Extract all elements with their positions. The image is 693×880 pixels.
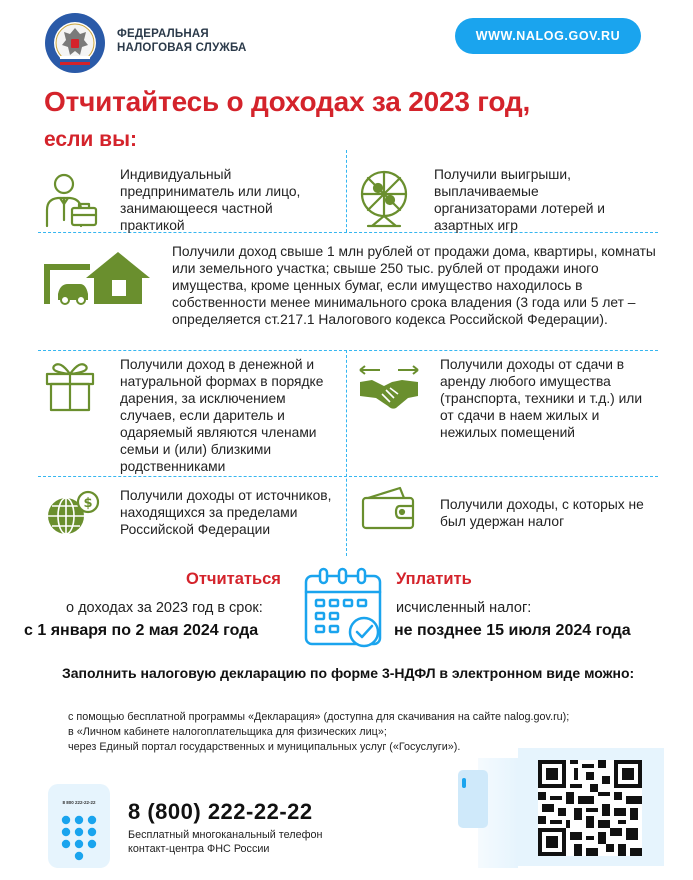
org-name — [117, 27, 257, 55]
case-untaxed-income-text: Получили доходы, с которых не был удержан налог — [440, 497, 644, 529]
divider-vertical-1 — [346, 150, 347, 232]
declaration-title: Заполнить налоговую декларацию по форме 3-НДФЛ в электронном виде можно: — [62, 665, 635, 681]
fns-emblem-icon — [44, 12, 106, 74]
case-self-employed-text: Индивидуальный предприниматель или лицо, занимающееся частной практикой — [120, 167, 301, 233]
hotline-description: Бесплатный многоканальный телефон контакт-центра ФНС России — [128, 829, 323, 855]
case-property-sale-text: Получили доход свыше 1 млн рублей от продажи дома, квартиры, комнаты или земельного участка; свыше 250 тыс. рублей от продажи иного имущества, кроме ценных бумаг, если имущество находилось в собственности менее минимального срока владения (3 года или 5 лет – определяется ст.217.1 Налогового кодекса Российской Федерации). — [172, 244, 656, 327]
handshake-icon — [358, 364, 420, 410]
wallet-icon — [360, 486, 416, 530]
case-lottery-text: Получили выигрыши, выплачиваемые организаторами лотерей и азартных игр — [434, 167, 605, 233]
divider-horizontal-3 — [38, 476, 658, 477]
org-name-line2: НАЛОГОВАЯ СЛУЖБА — [117, 42, 247, 54]
site-link-button[interactable] — [455, 18, 641, 54]
page-subtitle: если вы: — [44, 128, 138, 151]
divider-vertical-2 — [346, 350, 347, 556]
phone-screen-number: 8 800 222-22-22 — [62, 800, 96, 805]
globe-coin-icon — [44, 490, 100, 536]
org-name-line1: ФЕДЕРАЛЬНАЯ — [117, 28, 209, 40]
qr-code-icon[interactable] — [538, 760, 642, 856]
pay-date: не позднее 15 июля 2024 года — [394, 622, 631, 639]
report-heading: Отчитаться — [186, 570, 281, 588]
pay-heading: Уплатить — [396, 570, 472, 588]
hotline-phone[interactable]: 8 (800) 222-22-22 — [128, 799, 313, 824]
site-link-label: WWW.NALOG.GOV.RU — [475, 29, 621, 43]
svg-text:$: $ — [83, 496, 93, 511]
house-garage-icon — [40, 250, 150, 306]
page-title: Отчитайтесь о доходах за 2023 год, — [44, 86, 531, 117]
calendar-check-icon — [302, 566, 388, 652]
report-date: с 1 января по 2 мая 2024 года — [24, 622, 259, 639]
smartphone-icon — [48, 784, 110, 868]
case-gift-text: Получили доход в денежной и натуральной формах в порядке дарения, за исключением случаев, если даритель и одаряемый являются членами семьи и (или) близкими родственниками — [120, 357, 324, 474]
divider-horizontal-2 — [38, 350, 658, 351]
declaration-item-cabinet: в «Личном кабинете налогоплательщика для физических лиц»; — [68, 726, 387, 738]
case-foreign-income-text: Получили доходы от источников, находящихся за пределами Российской Федерации — [120, 488, 332, 537]
gift-icon — [44, 358, 96, 412]
declaration-item-program: с помощью бесплатной программы «Декларация» (доступна для скачивания на сайте nalog.gov.ru); — [68, 711, 570, 723]
scanner-phone-icon — [458, 770, 488, 828]
businessman-icon — [42, 172, 100, 228]
declaration-item-gosuslugi: через Единый портал государственных и муниципальных услуг («Госуслуги»). — [68, 741, 461, 753]
case-rent-text: Получили доходы от сдачи в аренду любого имущества (транспорта, техники и т.д.) или от сдачи в наем жилых и нежилых помещений — [440, 357, 643, 440]
lottery-drum-icon — [356, 168, 412, 228]
pay-text: исчисленный налог: — [396, 600, 532, 616]
report-text: о доходах за 2023 год в срок: — [66, 600, 263, 616]
